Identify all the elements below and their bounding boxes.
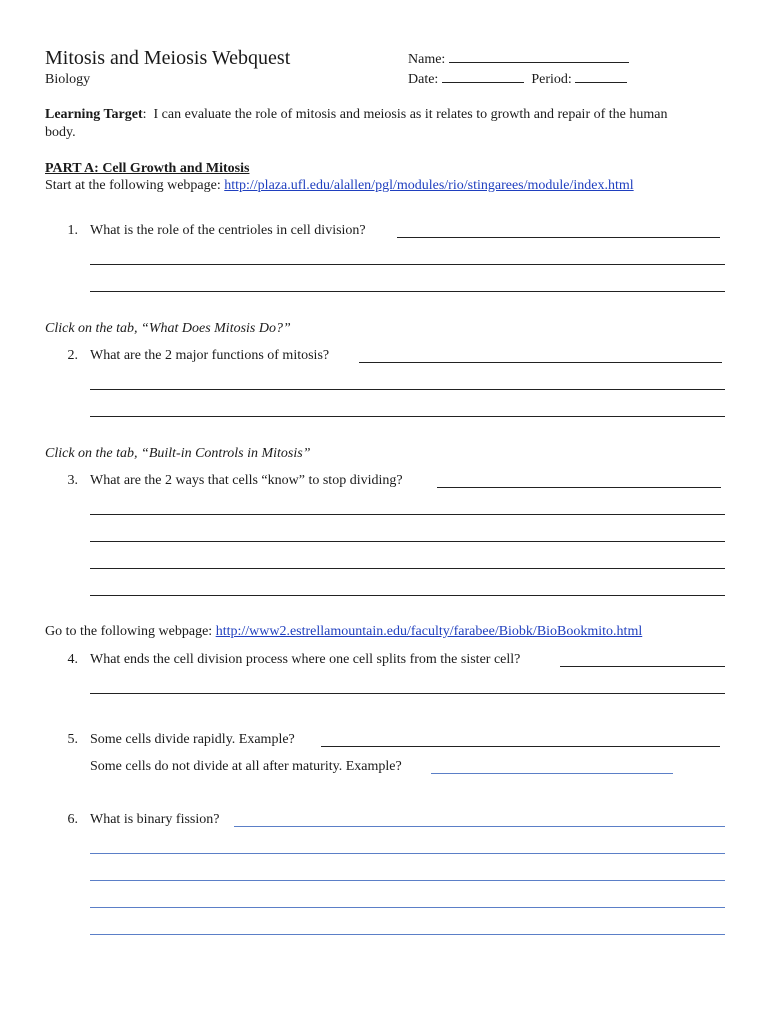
start-link[interactable]: http://plaza.ufl.edu/alallen/pgl/modules/rio/stingarees/module/index.html (224, 178, 634, 193)
period-label: Period: (531, 72, 572, 87)
q6-answer-line[interactable] (90, 934, 725, 935)
q6-answer-line[interactable] (90, 880, 725, 881)
q5-answer-line[interactable] (321, 746, 720, 747)
tab-instruction-1: Click on the tab, “What Does Mitosis Do?” (45, 321, 291, 336)
q3-answer-line[interactable] (437, 487, 721, 488)
q3-answer-line[interactable] (90, 514, 725, 515)
learning-target-label: Learning Target (45, 107, 143, 122)
name-field[interactable] (408, 52, 629, 68)
date-period-row (408, 72, 627, 88)
goto-link[interactable]: http://www2.estrellamountain.edu/faculty/farabee/Biobk/BioBookmito.html (215, 624, 643, 639)
goto-instruction: Go to the following webpage: http://www2.estrellamountain.edu/faculty/farabee/Biobk/BioBookmito.html (45, 624, 643, 639)
q4-answer-line[interactable] (90, 693, 725, 694)
q3-text: What are the 2 ways that cells “know” to stop dividing? (90, 473, 403, 488)
date-blank[interactable] (442, 82, 524, 83)
q6-answer-line[interactable] (90, 907, 725, 908)
q3-number: 3. (67, 473, 78, 488)
q5-text: Some cells divide rapidly. Example? (90, 732, 295, 747)
q5-text-2: Some cells do not divide at all after maturity. Example? (90, 759, 402, 774)
part-a-heading: PART A: Cell Growth and Mitosis (45, 161, 250, 176)
q1-text: What is the role of the centrioles in cell division? (90, 223, 366, 238)
q6-text: What is binary fission? (90, 812, 220, 827)
q2-text: What are the 2 major functions of mitosis? (90, 348, 330, 363)
q2-answer-line[interactable] (359, 362, 722, 363)
date-label: Date: (408, 72, 439, 87)
q2-answer-line[interactable] (90, 389, 725, 390)
subtitle: Biology (45, 72, 91, 87)
name-label: Name: (408, 52, 446, 67)
q4-answer-line[interactable] (560, 666, 725, 667)
part-a-start: Start at the following webpage: http://plaza.ufl.edu/alallen/pgl/modules/rio/stingarees/module/index.html (45, 178, 634, 193)
learning-target-text: I can evaluate the role of mitosis and meiosis as it relates to growth and repair of the human (153, 107, 668, 122)
q4-number: 4. (67, 652, 78, 667)
q4-text: What ends the cell division process where one cell splits from the sister cell? (90, 652, 521, 667)
q1-answer-line[interactable] (90, 264, 725, 265)
page-title: Mitosis and Meiosis Webquest (45, 47, 291, 69)
learning-target-text-2: body. (45, 125, 76, 140)
q1-answer-line[interactable] (90, 291, 725, 292)
q1-number: 1. (67, 223, 78, 238)
tab-instruction-2: Click on the tab, “Built-in Controls in Mitosis” (45, 446, 311, 461)
q6-answer-line[interactable] (90, 853, 725, 854)
q2-number: 2. (67, 348, 78, 363)
q5-answer-line-2[interactable] (431, 773, 673, 774)
q3-answer-line[interactable] (90, 568, 725, 569)
q2-answer-line[interactable] (90, 416, 725, 417)
q1-answer-line[interactable] (397, 237, 720, 238)
q3-answer-line[interactable] (90, 541, 725, 542)
learning-target: Learning Target: I can evaluate the role of mitosis and meiosis as it relates to growth and repair of the human (45, 107, 668, 122)
period-blank[interactable] (575, 82, 627, 83)
q6-answer-line[interactable] (234, 826, 725, 827)
q6-number: 6. (67, 812, 78, 827)
q3-answer-line[interactable] (90, 595, 725, 596)
q5-number: 5. (67, 732, 78, 747)
name-blank[interactable] (449, 62, 629, 63)
